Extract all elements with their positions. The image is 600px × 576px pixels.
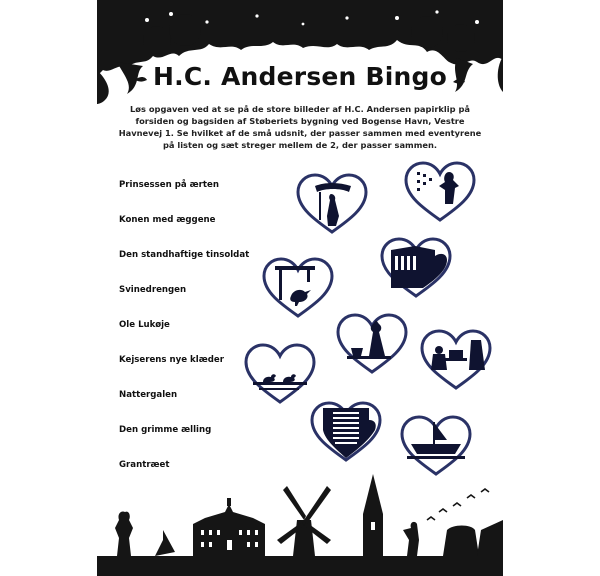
heart-mattress-stack-icon[interactable]	[309, 400, 383, 464]
heart-building-icon[interactable]	[379, 236, 453, 300]
heart-table-figures-icon[interactable]	[419, 328, 493, 392]
heart-gallows-bird-icon	[261, 256, 335, 320]
heart-ducks-water-icon	[243, 342, 317, 406]
tale-item: Kejserens nye klæder	[119, 355, 224, 365]
heart-table-figures-icon	[419, 328, 493, 392]
heart-gallows-bird-icon[interactable]	[261, 256, 335, 320]
heart-building-icon	[379, 236, 453, 300]
tale-item: Den grimme ælling	[119, 425, 212, 435]
tale-item: Prinsessen på ærten	[119, 180, 219, 190]
heart-boat-icon[interactable]	[399, 414, 473, 478]
heart-tea-figure-icon[interactable]	[335, 312, 409, 376]
tale-item: Svinedrengen	[119, 285, 187, 295]
tale-item: Nattergalen	[119, 390, 178, 400]
tale-item: Ole Lukøje	[119, 320, 170, 330]
heart-mattress-stack-icon	[309, 400, 383, 464]
instructions-text: Løs opgaven ved at se på de store billeder af H.C. Andersen papirklip på forsiden og bagsiden af Støberiets bygning ved Bogense Havn, Vestre Havnevej 1. Se hvilket af de små udsnit, der passer sammen med eventyrene på listen og sæt streger mellem de 2, der passer sammen.	[118, 104, 482, 150]
tale-item: Den standhaftige tinsoldat	[119, 250, 250, 260]
tale-item: Konen med æggene	[119, 215, 216, 225]
bingo-sheet	[97, 0, 503, 576]
tale-item: Grantræet	[119, 460, 170, 470]
heart-ducks-water-icon[interactable]	[243, 342, 317, 406]
page-title: H.C. Andersen Bingo	[153, 62, 447, 91]
heart-emperor-canopy-icon[interactable]	[295, 172, 369, 236]
heart-figure-pattern-icon[interactable]	[403, 160, 477, 224]
heart-boat-icon	[399, 414, 473, 478]
fairy-tale-list	[119, 178, 259, 493]
heart-tea-figure-icon	[335, 312, 409, 376]
heart-figure-pattern-icon	[403, 160, 477, 224]
heart-emperor-canopy-icon	[295, 172, 369, 236]
